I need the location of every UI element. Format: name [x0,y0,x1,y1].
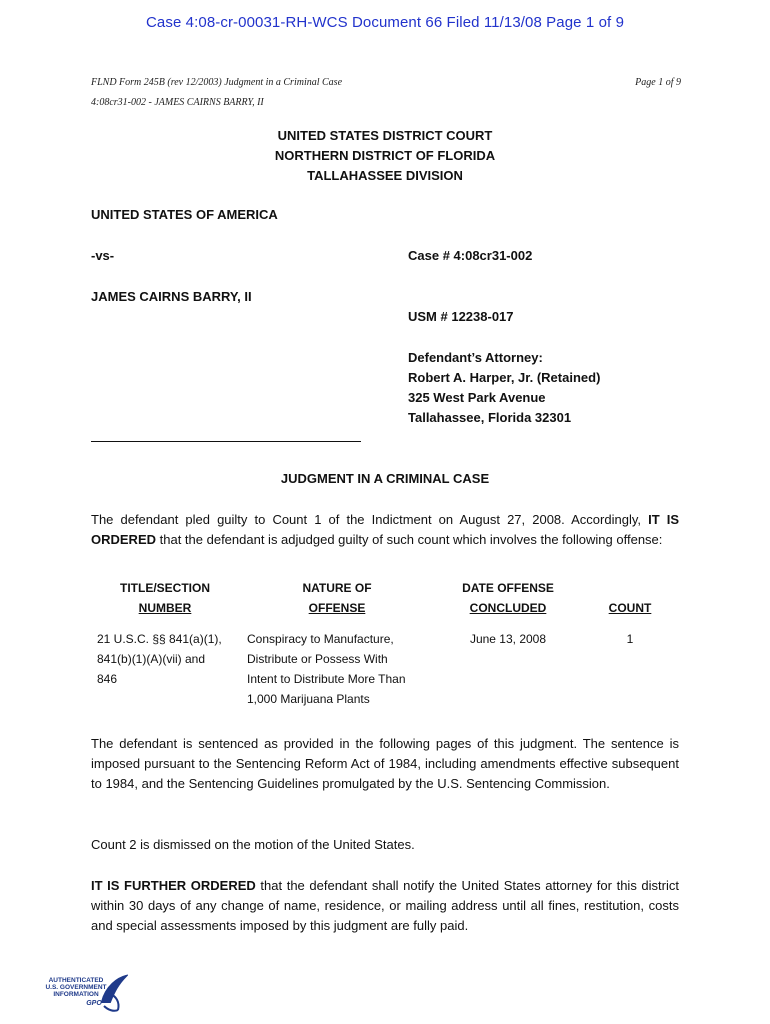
row-nature-line3: Intent to Distribute More Than [247,672,406,686]
attorney-street: 325 West Park Avenue [408,390,546,405]
it-is-further-ordered: IT IS FURTHER ORDERED [91,878,256,893]
header-title-line1: TITLE/SECTION [120,581,210,595]
adjudication-paragraph [91,510,679,550]
col-date [443,578,573,618]
row-title-line1: 21 U.S.C. §§ 841(a)(1), [97,632,222,646]
ecf-banner: Case 4:08-cr-00031-RH-WCS Document 66 Filed 11/13/08 Page 1 of 9 [145,14,625,31]
adjudication-rest: that the defendant is adjudged guilty of such count which involves the following offense: [156,532,663,547]
row-nature-line2: Distribute or Possess With [247,652,388,666]
court-name: UNITED STATES DISTRICT COURT [277,128,493,143]
notification-rest: that the defendant shall notify the United States attorney for this district within 30 days of any change of name, residence, or mailing address until all fines, restitution, costs and special assessments imposed by this judgment are fully paid. [91,878,679,933]
document-title: JUDGMENT IN A CRIMINAL CASE [280,471,490,486]
row-count: 1 [626,632,634,646]
case-defendant-line: 4:08cr31-002 - JAMES CAIRNS BARRY, II [91,97,264,108]
usm-number: USM # 12238-017 [408,309,514,324]
col-title-section [100,578,230,618]
sentence-paragraph: The defendant is sentenced as provided in the following pages of this judgment. The sentence is imposed pursuant to the Sentencing Reform Act of 1984, including amendments effective subsequent to 1984, and the Sentencing Guidelines promulgated by the U.S. Sentencing Commission. [91,736,679,791]
header-nature-line2: OFFENSE [308,601,366,615]
defendant-name: JAMES CAIRNS BARRY, II [91,289,252,304]
adjudication-lead: The defendant pled guilty to Count 1 of the Indictment on August 27, 2008. Accordingly, [91,512,649,527]
col-count [590,598,670,618]
attorney-label: Defendant’s Attorney: [408,350,543,365]
it-is-ordered: IT IS ORDERED [91,512,680,547]
row-date: June 13, 2008 [469,632,547,646]
row-title-line3: 846 [97,672,118,686]
seal-line2: U.S. GOVERNMENT [45,984,107,991]
header-date-line1: DATE OFFENSE [462,581,554,595]
attorney-city: Tallahassee, Florida 32301 [408,410,572,425]
plaintiff-name: UNITED STATES OF AMERICA [91,207,278,222]
form-identifier: FLND Form 245B (rev 12/2003) Judgment in a Criminal Case [91,77,343,88]
row-nature [247,629,406,709]
row-title-section [97,629,222,689]
row-nature-line4: 1,000 Marijuana Plants [247,692,370,706]
versus-label: -vs- [91,248,115,263]
header-count: COUNT [608,601,652,615]
notification-paragraph [91,876,679,936]
court-division: TALLAHASSEE DIVISION [307,168,463,183]
dismissal-paragraph: Count 2 is dismissed on the motion of the United States. [91,837,415,852]
header-title-line2: NUMBER [138,601,192,615]
seal-line1: AUTHENTICATED [48,977,104,984]
gpo-authentication-seal [44,972,128,1016]
eagle-seal-icon [44,972,128,1016]
col-nature [272,578,402,618]
row-title-line2: 841(b)(1)(A)(vii) and [97,652,206,666]
defense-attorney-block [408,348,600,428]
seal-gpo: GPO [86,1000,102,1007]
caption-divider [91,441,361,442]
row-nature-line1: Conspiracy to Manufacture, [247,632,394,646]
case-number: Case # 4:08cr31-002 [408,248,533,263]
attorney-name: Robert A. Harper, Jr. (Retained) [408,370,601,385]
header-date-line2: CONCLUDED [469,601,547,615]
page-indicator: Page 1 of 9 [635,77,681,88]
court-heading [0,126,770,186]
court-district: NORTHERN DISTRICT OF FLORIDA [274,148,496,163]
header-nature-line1: NATURE OF [302,581,372,595]
seal-line3: INFORMATION [53,991,99,998]
